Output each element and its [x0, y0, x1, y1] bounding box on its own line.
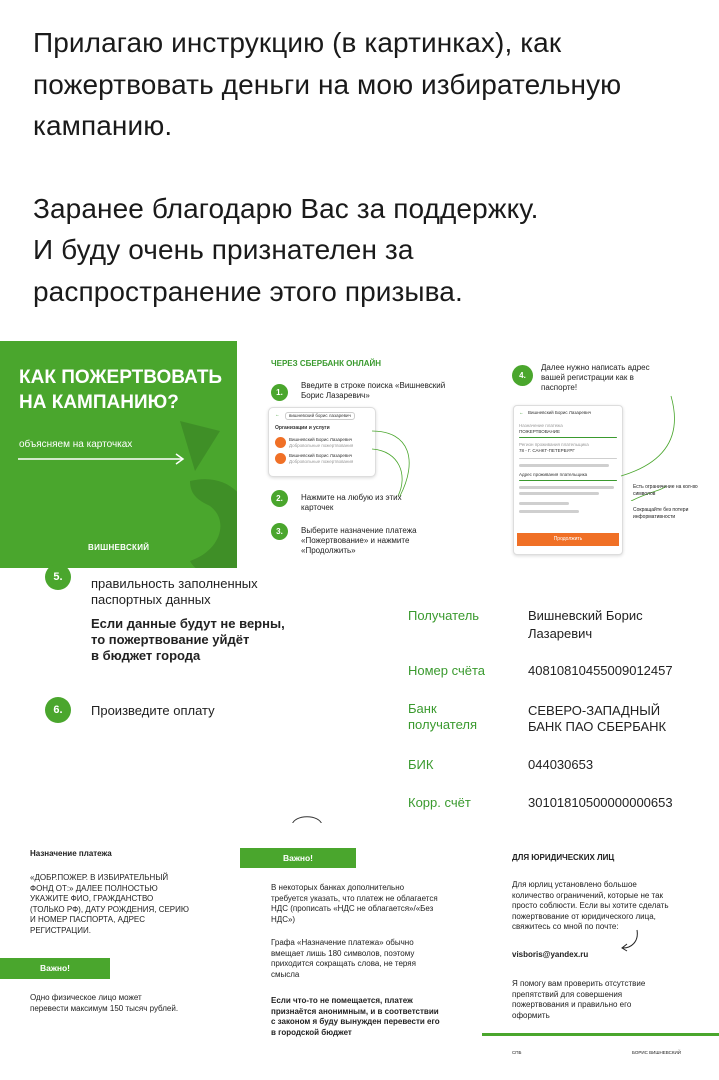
warning-line: с законом я буду вынужден перевести его	[271, 1017, 440, 1026]
message-line: распространение этого призыва.	[33, 275, 463, 307]
message-text	[33, 22, 703, 312]
result-avatar	[275, 453, 286, 464]
step-text: Введите в строке поиска «Вишневский Борис Лазаревич»	[301, 381, 446, 400]
info-line: Графа «Назначение платежа» обычно	[271, 938, 414, 947]
search-input: вишневский борис лазаревич	[285, 412, 355, 420]
legal-line: оформить	[512, 1010, 550, 1020]
bank-value[interactable]: СЕВЕРО-ЗАПАДНЫЙ	[528, 703, 661, 718]
back-arrow-icon: ←	[519, 410, 524, 415]
bik-label: БИК	[408, 757, 434, 772]
pointer-lines	[370, 421, 420, 501]
continue-button[interactable]: Продолжить	[517, 533, 619, 546]
step-text: паспортных данных	[91, 592, 211, 607]
bank-label: Банк	[408, 701, 437, 716]
result-sub: Добровольные пожертвования	[289, 443, 354, 448]
warning-text: то пожертвование уйдёт	[91, 632, 250, 647]
cover-title: КАК ПОЖЕРТВОВАТЬ НА КАМПАНИЮ?	[19, 367, 223, 413]
logo-leaf-icon	[150, 411, 237, 568]
field-label: Назначение платежа	[519, 423, 563, 428]
purpose-line: (ТОЛЬКО РФ), ДАТУ РОЖДЕНИЯ, СЕРИЮ	[30, 904, 189, 914]
purpose-line: ФОНД ОТ:» ДАЛЕЕ ПОЛНОСТЬЮ	[30, 883, 158, 893]
step-text: Выберите назначение платежа «Пожертвование» и нажмите «Продолжить»	[301, 526, 417, 555]
step-badge: 4.	[512, 365, 533, 386]
result-name: Вишневский Борис Лазаревич	[289, 453, 353, 458]
card-heading: ДЛЯ ЮРИДИЧЕСКИХ ЛИЦ	[512, 853, 615, 862]
divider	[519, 480, 617, 481]
divider	[519, 437, 617, 438]
card-heading: ЧЕРЕЗ СБЕРБАНК ОНЛАЙН	[271, 359, 382, 368]
green-divider	[482, 1033, 719, 1036]
legal-line: препятствий для совершения	[512, 989, 623, 999]
placeholder-bar	[519, 486, 614, 489]
cover-card-image[interactable]	[0, 341, 237, 568]
bank-value[interactable]: БАНК ПАО СБЕРБАНК	[528, 719, 667, 734]
legal-entities-card[interactable]	[482, 823, 719, 1080]
important-tag: Важно!	[240, 848, 356, 868]
message-line: И буду очень признателен за	[33, 234, 414, 265]
footer-name: БОРИС ВИШНЕВСКИЙ	[632, 1050, 681, 1055]
recipient-value[interactable]: Лазаревич	[528, 626, 593, 641]
purpose-card[interactable]	[0, 823, 236, 1080]
bank-label: получателя	[408, 717, 478, 732]
field-label: Регион проживания плательщика	[519, 442, 589, 447]
step-text: Нажмите на любую из этих карточек	[301, 493, 402, 512]
step-text: Далее нужно написать адрес вашей регистрации как в паспорте!	[541, 363, 650, 392]
result-avatar	[275, 437, 286, 448]
phone-mockup	[513, 405, 623, 555]
sberbank-steps-card[interactable]	[240, 341, 478, 568]
info-line: НДС»)	[271, 914, 296, 924]
note-text: Есть ограничение на кол-во символов	[633, 484, 698, 497]
corr-account-value[interactable]: 30101810500000000653	[528, 795, 673, 810]
important-card[interactable]	[240, 823, 478, 1080]
purpose-line: И НОМЕР ПАСПОРТА, АДРЕС	[30, 915, 146, 924]
legal-line: свяжитесь со мной по почте:	[512, 922, 619, 931]
purpose-line: УКАЖИТЕ ФИО, ГРАЖДАНСТВО	[30, 894, 154, 903]
legal-line: Для юрлиц установлено большое	[512, 880, 637, 889]
placeholder-bar	[519, 464, 609, 467]
back-arrow-icon: ←	[275, 412, 280, 417]
info-line: приходится сокращать слова, не теряя	[271, 959, 416, 968]
warning-text: в бюджет города	[91, 648, 201, 663]
step-text: Произведите оплату	[91, 703, 215, 718]
placeholder-bar	[519, 502, 569, 505]
info-line: В некоторых банках дополнительно	[271, 883, 405, 892]
card-heading: Назначение платежа	[30, 849, 112, 858]
purpose-line: РЕГИСТРАЦИИ.	[30, 925, 91, 935]
warning-text: Если данные будут не верны,	[91, 616, 285, 631]
message-line: пожертвовать деньги на мою избирательную	[33, 68, 622, 100]
step-badge: 1.	[271, 384, 288, 401]
phone-title: Вишневский Борис Лазаревич	[528, 410, 592, 415]
message-line: Прилагаю инструкцию (в картинках), как	[33, 27, 562, 58]
placeholder-bar	[519, 510, 579, 513]
account-label: Номер счёта	[408, 663, 486, 678]
message-line: Заранее благодарю Вас за поддержку.	[33, 192, 539, 224]
info-line: НДС (прописать «НДС не облагается»/«Без	[271, 904, 434, 913]
warning-line: в городской бюджет	[271, 1027, 352, 1037]
step-text: правильность заполненных	[91, 576, 258, 591]
footer-city: СПБ	[512, 1050, 522, 1055]
legal-line: пожертвования и правильно его	[512, 1000, 632, 1009]
step-badge: 3.	[271, 523, 288, 540]
legal-line: количество ограничений, которые не так	[512, 890, 664, 900]
legal-line: Я помогу вам проверить отсутствие	[512, 979, 646, 988]
field-value: ПОЖЕРТВОВАНИЕ	[519, 429, 561, 434]
result-sub: Добровольные пожертвования	[289, 459, 354, 464]
email-link[interactable]: visboris@yandex.ru	[512, 950, 589, 959]
field-label: Адрес проживания плательщика	[519, 472, 588, 477]
note-text: Сокращайте без потери информативности	[633, 507, 689, 520]
requisites-card[interactable]	[0, 568, 719, 820]
step-badge: 6.	[45, 697, 71, 723]
important-tag: Важно!	[0, 958, 110, 979]
curved-arrow-icon	[617, 928, 641, 952]
info-line: вмещает лишь 180 символов, поэтому	[271, 948, 415, 958]
phone-mockup	[268, 407, 376, 477]
recipient-label: Получатель	[408, 608, 480, 623]
warning-line: Если что-то не помещается, платеж	[271, 996, 413, 1005]
field-value: 78 - Г. САНКТ-ПЕТЕРБУРГ	[519, 448, 575, 453]
results-header: Организации и услуги	[275, 425, 330, 431]
step-badge: 2.	[271, 490, 288, 507]
note-line: перевести максимум 150 тысяч рублей.	[30, 1003, 179, 1013]
step-badge: 5.	[45, 564, 71, 590]
recipient-value[interactable]: Вишневский Борис	[528, 608, 643, 623]
corr-account-label: Корр. счёт	[408, 795, 471, 810]
note-line: Одно физическое лицо может	[30, 993, 142, 1002]
result-name: Вишневский Борис Лазаревич	[289, 437, 353, 442]
purpose-line: «ДОБР.ПОЖЕР. В ИЗБИРАТЕЛЬНЫЙ	[30, 873, 169, 882]
account-value[interactable]: 40810810455009012457	[528, 663, 673, 678]
legal-line: просто соблюсти. Если вы хотите сделать	[512, 901, 669, 910]
brand-name: ВИШНЕВСКИЙ	[88, 543, 150, 552]
info-line: требуется указать, что платеж не облагается	[271, 893, 438, 903]
bik-value[interactable]: 044030653	[528, 757, 594, 772]
placeholder-bar	[519, 492, 599, 495]
info-line: смысла	[271, 969, 300, 979]
legal-line: пожертвование от юридического лица,	[512, 911, 656, 921]
cover-subtitle: объясняем на карточках	[19, 439, 133, 450]
divider	[519, 458, 617, 459]
warning-line: признаётся анонимным, и в соответствии	[271, 1006, 439, 1016]
message-line: кампанию.	[33, 110, 173, 141]
address-step-card[interactable]	[481, 341, 719, 568]
